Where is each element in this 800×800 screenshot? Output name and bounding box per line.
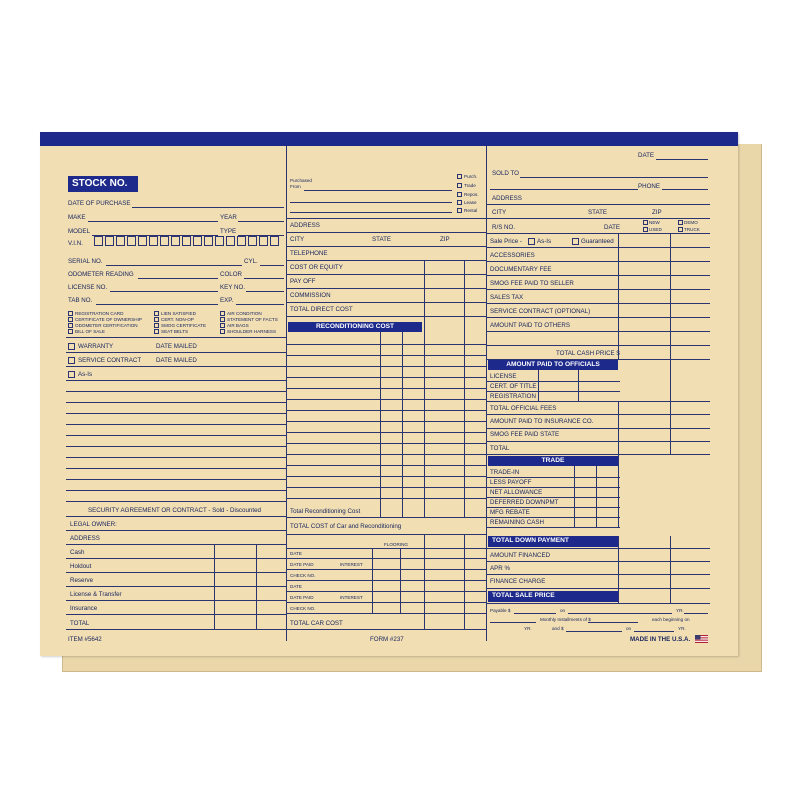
- recon-line: [286, 421, 486, 422]
- odometer-label: ODOMETER READING: [68, 271, 134, 278]
- notes-line: [66, 490, 286, 491]
- floor-date-2-label: DATE: [290, 584, 302, 589]
- telephone-label: TELEPHONE: [290, 250, 328, 257]
- exp-label: EXP.: [220, 297, 234, 304]
- recon-line: [286, 454, 486, 455]
- total-official-fees-label: TOTAL OFFICIAL FEES: [490, 405, 557, 412]
- trade-row-label: LESS PAYOFF: [490, 479, 532, 486]
- make-label: MAKE: [68, 214, 86, 221]
- sale-as-is-checkbox[interactable]: [528, 238, 535, 245]
- notes-line: [66, 479, 286, 480]
- item-number: ITEM #5642: [68, 636, 102, 643]
- recon-col-line: [380, 332, 381, 517]
- sales-tax-label: SALES TAX: [490, 294, 524, 301]
- cost-equity-label: COST OR EQUITY: [290, 264, 343, 271]
- doc-checkbox-air-condition[interactable]: [220, 311, 225, 316]
- date-paid-2-label: DATE PAID: [290, 595, 314, 600]
- flooring-label: FLOORING: [384, 542, 408, 547]
- trade-row-label: REMAINING CASH: [490, 519, 544, 526]
- notes-line: [66, 424, 286, 425]
- doc-non-op-label: CERT. NON-OP: [161, 317, 194, 322]
- truck-checkbox[interactable]: [678, 227, 683, 232]
- deal-file-folder: [40, 132, 738, 656]
- recon-line: [286, 355, 486, 356]
- divider-col2: [486, 146, 487, 641]
- recon-line: [286, 487, 486, 488]
- doc-bill-of-sale-label: BILL OF SALE: [75, 329, 105, 334]
- check-no-1-label: CHECK NO.: [290, 573, 316, 578]
- smog-fee-seller-label: SMOG FEE PAID TO SELLER: [490, 280, 574, 287]
- recon-col-line: [424, 316, 425, 517]
- doc-registration-label: REGISTRATION CARD: [75, 311, 124, 316]
- service-contract-checkbox[interactable]: [68, 357, 75, 364]
- as-is-label: As-Is: [78, 371, 93, 378]
- doc-checkbox-odometer[interactable]: [68, 323, 73, 328]
- phone-label: PHONE: [638, 183, 661, 190]
- trade-row-label: TRADE-IN: [490, 469, 520, 476]
- vin-box: [138, 236, 147, 246]
- type-label: TYPE: [220, 228, 237, 235]
- date-mailed-1-label: DATE MAILED: [156, 343, 197, 350]
- amount-financed-label: AMOUNT FINANCED: [490, 552, 551, 559]
- vin-box: [259, 236, 268, 246]
- trade-row-line: [486, 497, 620, 498]
- date-of-purchase-label: DATE OF PURCHASE: [68, 200, 131, 207]
- purch-checkbox[interactable]: [457, 174, 462, 179]
- payment-holdout-label: Holdout: [70, 563, 92, 570]
- on2-label: on: [626, 626, 632, 631]
- notes-line: [66, 413, 286, 414]
- legal-address-label: ADDRESS: [70, 535, 100, 542]
- amount-paid-officials-header: AMOUNT PAID TO OFFICIALS: [488, 360, 618, 370]
- sale-address-label: ADDRESS: [492, 195, 522, 202]
- trade-row-line: [486, 477, 620, 478]
- accessories-label: ACCESSORIES: [490, 252, 535, 259]
- truck-label: TRUCK: [684, 227, 700, 232]
- warranty-checkbox[interactable]: [68, 343, 75, 350]
- recon-line: [286, 377, 486, 378]
- new-label: NEW: [649, 220, 660, 225]
- doc-checkbox-harness[interactable]: [220, 329, 225, 334]
- guaranteed-label: Guaranteed: [581, 238, 614, 245]
- recon-line: [286, 399, 486, 400]
- vin-box: [182, 236, 191, 246]
- payable-yr-label: YR.: [676, 608, 684, 613]
- notes-line: [66, 402, 286, 403]
- pay-off-label: PAY OFF: [290, 278, 316, 285]
- vin-box: [248, 236, 257, 246]
- doc-ownership-label: CERTIFICATE OF OWNERSHIP: [75, 317, 142, 322]
- serial-no-label: SERIAL NO.: [68, 258, 103, 265]
- doc-checkbox-air-bags[interactable]: [220, 323, 225, 328]
- form-number: FORM #237: [370, 636, 404, 643]
- finance-charge-label: FINANCE CHARGE: [490, 578, 546, 585]
- stock-no-label: STOCK NO.: [68, 176, 138, 192]
- official-title-label: CERT. OF TITLE: [490, 383, 537, 390]
- notes-line: [66, 457, 286, 458]
- recon-line: [286, 498, 486, 499]
- recon-line: [286, 432, 486, 433]
- trade-header: TRADE: [488, 456, 618, 466]
- rental-checkbox[interactable]: [457, 208, 462, 213]
- payment-total-label: TOTAL: [70, 620, 90, 627]
- payment-cash-label: Cash: [70, 549, 85, 556]
- service-contract-optional-label: SERVICE CONTRACT (OPTIONAL): [490, 308, 591, 315]
- rs-date-label: DATE: [604, 224, 621, 231]
- smog-fee-state-label: SMOG FEE PAID STATE: [490, 431, 560, 438]
- yr2-label: YR.: [524, 626, 532, 631]
- sold-to-label: SOLD TO: [492, 170, 519, 177]
- total-cash-price-label: TOTAL CASH PRICE $: [556, 350, 620, 357]
- doc-checkbox-ownership[interactable]: [68, 317, 73, 322]
- doc-smog-label: SMOG CERTIFICATE: [161, 323, 207, 328]
- total-sale-price-label: TOTAL SALE PRICE: [488, 591, 618, 602]
- trade-col-line: [596, 466, 597, 528]
- purchase-city-label: CITY: [290, 236, 305, 243]
- doc-checkbox-bill-of-sale[interactable]: [68, 329, 73, 334]
- vin-box: [105, 236, 114, 246]
- trade-row-line: [486, 517, 620, 518]
- guaranteed-checkbox[interactable]: [572, 238, 579, 245]
- notes-line: [66, 391, 286, 392]
- sale-as-is-label: As-Is: [537, 238, 552, 245]
- apr-label: APR %: [490, 565, 510, 572]
- doc-checkbox-seat-belts[interactable]: [154, 329, 159, 334]
- vin-box: [193, 236, 202, 246]
- vin-box: [171, 236, 180, 246]
- new-checkbox[interactable]: [643, 220, 648, 225]
- notes-line: [66, 435, 286, 436]
- total-car-cost-label: TOTAL CAR COST: [290, 620, 343, 627]
- payment-reserve-label: Reserve: [70, 577, 94, 584]
- back-folder-tab: [735, 144, 761, 168]
- trade-col-line: [618, 454, 619, 528]
- doc-air-bags-label: AIR BAGS: [227, 323, 249, 328]
- vin-box: [127, 236, 136, 246]
- purchase-address-label: ADDRESS: [290, 222, 320, 229]
- used-label: USED: [649, 227, 662, 232]
- total-direct-cost-label: TOTAL DIRECT COST: [290, 306, 353, 313]
- recon-line: [286, 476, 486, 477]
- sale-zip-label: ZIP: [652, 209, 662, 216]
- security-agreement-label: SECURITY AGREEMENT OR CONTRACT - Sold - Discounted: [88, 507, 261, 514]
- demo-checkbox[interactable]: [678, 220, 683, 225]
- recon-line: [286, 443, 486, 444]
- legal-owner-label: LEGAL OWNER:: [70, 521, 117, 528]
- doc-checkbox-facts[interactable]: [220, 317, 225, 322]
- doc-odometer-label: ODOMETER CERTIFICATION: [75, 323, 138, 328]
- official-license-label: LICENSE: [490, 373, 517, 380]
- recon-line: [286, 465, 486, 466]
- doc-facts-label: STATEMENT OF FACTS: [227, 317, 278, 322]
- repos-checkbox[interactable]: [457, 192, 462, 197]
- from-label: From: [290, 184, 301, 189]
- payable-on-label: on: [560, 608, 566, 613]
- sale-date-label: DATE: [638, 152, 655, 159]
- amount-paid-insurance-label: AMOUNT PAID TO INSURANCE CO.: [490, 418, 594, 425]
- vin-box: [226, 236, 235, 246]
- sale-price-label: Sale Price -: [490, 238, 522, 245]
- trade-row-line: [486, 487, 620, 488]
- tab-no-label: TAB NO.: [68, 297, 93, 304]
- total-reconditioning-label: Total Reconditioning Cost: [290, 508, 361, 515]
- warranty-label: WARRANTY: [78, 343, 114, 350]
- license-no-label: LICENSE NO.: [68, 284, 108, 291]
- each-beginning-label: each beginning on: [652, 617, 690, 622]
- payment-license-label: License & Transfer: [70, 591, 122, 598]
- sale-state-label: STATE: [588, 209, 608, 216]
- trade-row-line: [486, 527, 620, 528]
- trade-row-label: DEFERRED DOWNPMT: [490, 499, 559, 506]
- vin-box: [204, 236, 213, 246]
- doc-seat-belts-label: SEAT BELTS: [161, 329, 189, 334]
- doc-checkbox-lien[interactable]: [154, 311, 159, 316]
- trade-row-line: [486, 507, 620, 508]
- recon-line: [286, 366, 486, 367]
- us-flag-icon: [695, 635, 708, 643]
- interest-2-label: INTEREST: [340, 595, 363, 600]
- model-label: MODEL: [68, 228, 91, 235]
- doc-checkbox-non-op[interactable]: [154, 317, 159, 322]
- date-paid-1-label: DATE PAID: [290, 562, 314, 567]
- interest-1-label: INTEREST: [340, 562, 363, 567]
- monthly-installments-label: Monthly Installments of $: [540, 617, 591, 622]
- doc-checkbox-registration[interactable]: [68, 311, 73, 316]
- trade-row-label: NET ALLOWANCE: [490, 489, 543, 496]
- repos-label: Repos.: [464, 192, 479, 197]
- trade-checkbox[interactable]: [457, 183, 462, 188]
- vin-box: [94, 236, 103, 246]
- rs-no-label: R/S NO.: [492, 224, 516, 231]
- vin-box: [149, 236, 158, 246]
- payment-insurance-label: Insurance: [70, 605, 98, 612]
- divider-col1: [286, 146, 287, 641]
- and-amount-label: and $: [552, 626, 564, 631]
- purchase-zip-label: ZIP: [440, 236, 450, 243]
- rental-label: Rental: [464, 208, 478, 213]
- vin-box: [237, 236, 246, 246]
- recon-col-line: [464, 316, 465, 517]
- documentary-fee-label: DOCUMENTARY FEE: [490, 266, 552, 273]
- total-down-payment-label: TOTAL DOWN PAYMENT: [488, 536, 618, 547]
- lease-label: Lease: [464, 200, 477, 205]
- trade-col-line: [574, 466, 575, 528]
- recon-line: [286, 410, 486, 411]
- purchased-label: Purchased: [290, 178, 312, 183]
- vin-label: V.I.N.: [68, 240, 83, 247]
- demo-label: DEMO: [684, 220, 698, 225]
- as-is-checkbox[interactable]: [68, 371, 75, 378]
- sale-city-label: CITY: [492, 209, 507, 216]
- vin-box: [160, 236, 169, 246]
- amount-paid-others-label: AMOUNT PAID TO OTHERS: [490, 322, 570, 329]
- cyl-label: CYL.: [244, 258, 258, 265]
- lease-checkbox[interactable]: [457, 200, 462, 205]
- doc-air-condition-label: AIR CONDITION: [227, 311, 262, 316]
- recon-col-line: [402, 332, 403, 517]
- trade-row-label: MFG REBATE: [490, 509, 530, 516]
- payable-label: Payable $: [490, 608, 511, 613]
- check-no-2-label: CHECK NO.: [290, 606, 316, 611]
- vin-box: [270, 236, 279, 246]
- commission-label: COMMISSION: [290, 292, 331, 299]
- doc-harness-label: SHOULDER HARNESS: [227, 329, 277, 334]
- used-checkbox[interactable]: [643, 227, 648, 232]
- yr3-label: YR.: [678, 626, 686, 631]
- purch-label: Purch.: [464, 174, 478, 179]
- notes-line: [66, 380, 286, 381]
- reconditioning-cost-header: RECONDITIONING COST: [288, 322, 422, 332]
- folder-top-band: [40, 132, 738, 146]
- made-in-usa-label: MADE IN THE U.S.A.: [630, 636, 691, 643]
- service-contract-label: SERVICE CONTRACT: [78, 357, 142, 364]
- year-label: YEAR: [220, 214, 237, 221]
- notes-line: [66, 468, 286, 469]
- recon-line: [286, 344, 486, 345]
- vin-box: [215, 236, 224, 246]
- date-mailed-2-label: DATE MAILED: [156, 357, 197, 364]
- notes-line: [66, 446, 286, 447]
- key-no-label: KEY NO.: [220, 284, 245, 291]
- purchase-state-label: STATE: [372, 236, 392, 243]
- total-cost-car-label: TOTAL COST of Car and Reconditioning: [290, 523, 402, 530]
- recon-line: [286, 388, 486, 389]
- floor-date-label: DATE: [290, 551, 302, 556]
- notes-line: [66, 501, 286, 502]
- doc-checkbox-smog[interactable]: [154, 323, 159, 328]
- vin-box: [116, 236, 125, 246]
- color-label: COLOR: [220, 271, 243, 278]
- officials-total-label: TOTAL: [490, 445, 510, 452]
- doc-lien-label: LIEN SATISFIED: [161, 311, 196, 316]
- official-registration-label: REGISTRATION: [490, 393, 536, 400]
- trade-check-label: Trade: [464, 183, 476, 188]
